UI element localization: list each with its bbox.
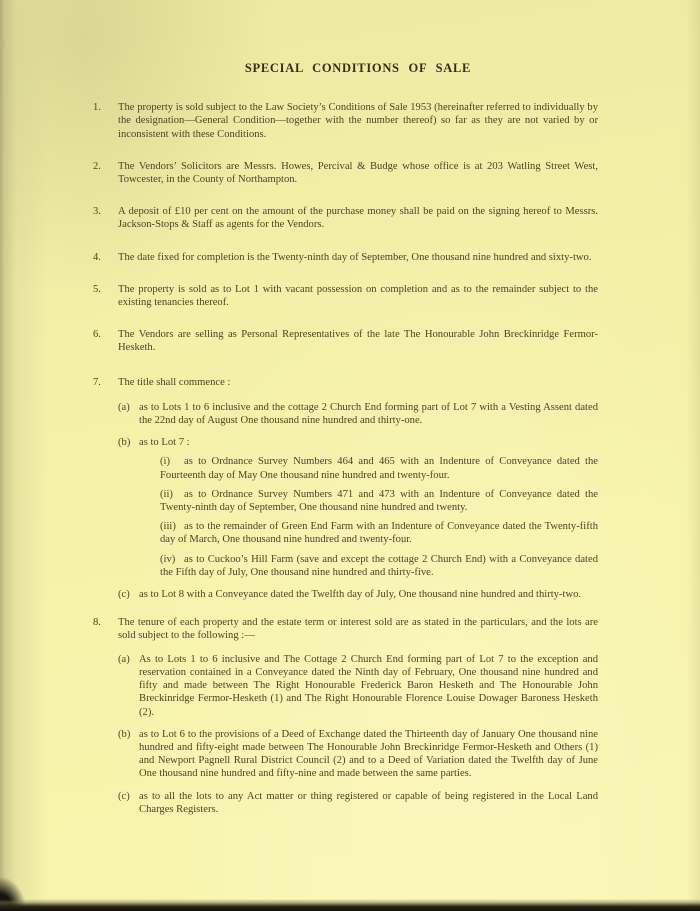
scan-bottom-edge bbox=[0, 899, 700, 911]
subitem-text: as to all the lots to any Act matter or thing registered or capable of being registered in the Local Land Charges Registers. bbox=[139, 790, 598, 815]
condition-number: 5. bbox=[93, 283, 101, 295]
document-content bbox=[93, 62, 598, 816]
condition-item-4 bbox=[93, 251, 598, 264]
roman-text: as to Cuckoo’s Hill Farm (save and except the cottage 2 Church End) with a Conveyance dated the Fifth day of July, One thousand nine hundred and thirty-five. bbox=[160, 553, 598, 578]
subitem-7c bbox=[118, 588, 598, 601]
condition-item-6 bbox=[93, 328, 598, 354]
roman-label: (i) bbox=[160, 456, 170, 468]
condition-text: The Vendors’ Solicitors are Messrs. Howes, Percival & Budge whose office is at 203 Watling Street West, Towcester, in the County of Northampton. bbox=[118, 160, 598, 186]
subitem-7b bbox=[118, 436, 598, 579]
roman-item-i bbox=[160, 455, 598, 481]
condition-item-8 bbox=[93, 616, 598, 816]
subitem-8c bbox=[118, 790, 598, 816]
condition-body bbox=[118, 376, 598, 602]
roman-label: (iv) bbox=[160, 553, 176, 565]
condition-item-3 bbox=[93, 205, 598, 231]
condition-text: The title shall commence : bbox=[118, 376, 231, 388]
condition-number: 7. bbox=[93, 376, 101, 388]
condition-item-1 bbox=[93, 101, 598, 141]
condition-text: The property is sold as to Lot 1 with vacant possession on completion and as to the remainder subject to the existing tenancies thereof. bbox=[118, 283, 598, 309]
subitem-8a bbox=[118, 653, 598, 719]
subitem-text: as to Lots 1 to 6 inclusive and the cottage 2 Church End forming part of Lot 7 with a Vesting Assent dated the 22nd day of August One thousand nine hundred and thirty-one. bbox=[139, 401, 598, 427]
subitem-label: (a) bbox=[118, 401, 130, 413]
roman-text: as to the remainder of Green End Farm with an Indenture of Conveyance dated the Twenty-fifth day of March, One thousand nine hundred and twenty-four. bbox=[160, 521, 598, 546]
subitem-text: As to Lots 1 to 6 inclusive and The Cottage 2 Church End forming part of Lot 7 to the exception and reservation contained in a Conveyance dated the Ninth day of February, One thousand nine hundred and fifty and made between The Right Honourable Frederick Baron Hesketh and The Honourable John Breckinridge Fermor-Hesketh (1) and The Right Honourable Florence Louise Dowager Baroness Hesketh (2). bbox=[139, 653, 598, 718]
roman-text: as to Ordnance Survey Numbers 471 and 473 with an Indenture of Conveyance dated the Twenty-ninth day of September, One thousand nine hundred and twenty. bbox=[160, 488, 598, 514]
condition-text: The Vendors are selling as Personal Representatives of the late The Honourable John Breckinridge Fermor-Hesketh. bbox=[118, 329, 598, 354]
subitem-text: as to Lot 7 : bbox=[139, 437, 190, 449]
condition-number: 4. bbox=[93, 251, 101, 263]
condition-number: 1. bbox=[93, 102, 101, 114]
condition-number: 2. bbox=[93, 160, 101, 172]
condition-item-5 bbox=[93, 283, 598, 309]
subitem-label: (a) bbox=[118, 653, 130, 665]
condition-text: A deposit of £10 per cent on the amount of the purchase money shall be paid on the signing hereof to Messrs. Jackson-Stops & Staff as agents for the Vendors. bbox=[118, 206, 598, 231]
condition-item-7 bbox=[93, 376, 598, 602]
subitem-label: (b) bbox=[118, 437, 131, 449]
condition-number: 3. bbox=[93, 206, 101, 218]
condition-item-2 bbox=[93, 160, 598, 186]
condition-text: The date fixed for completion is the Twenty-ninth day of September, One thousand nine hundred and sixty-two. bbox=[118, 251, 592, 263]
condition-number: 6. bbox=[93, 329, 101, 341]
subitem-body bbox=[139, 436, 598, 449]
roman-item-ii bbox=[160, 488, 598, 514]
subitem-label: (c) bbox=[118, 589, 130, 601]
roman-label: (iii) bbox=[160, 521, 176, 533]
condition-body bbox=[118, 616, 598, 816]
subitem-text: as to Lot 6 to the provisions of a Deed of Exchange dated the Thirteenth day of January One thousand nine hundred and fifty-eight made between The Honourable John Breckinridge Fermor-Hesketh and Others (1) and Newport Pagnell Rural District Council (2) and to a Deed of Variation dated the Twelfth day of June One thousand nine hundred and fifty-nine and made between the same parties. bbox=[139, 728, 598, 780]
subitem-text: as to Lot 8 with a Conveyance dated the Twelfth day of July, One thousand nine hundred and thirty-two. bbox=[139, 589, 582, 601]
subitem-label: (c) bbox=[118, 790, 130, 802]
condition-number: 8. bbox=[93, 617, 101, 629]
condition-text: The property is sold subject to the Law Society’s Conditions of Sale 1953 (hereinafter referred to individually by the designation—General Condition—together with the number thereof) so far as they are not varied by or inconsistent with these Conditions. bbox=[118, 102, 598, 140]
roman-item-iii bbox=[160, 520, 598, 546]
subitem-7a bbox=[118, 401, 598, 427]
roman-text: as to Ordnance Survey Numbers 464 and 465 with an Indenture of Conveyance dated the Fourteenth day of May One thousand nine hundred and twenty-four. bbox=[160, 456, 598, 481]
subitem-label: (b) bbox=[118, 728, 131, 740]
roman-label: (ii) bbox=[160, 488, 173, 500]
subitem-8b bbox=[118, 728, 598, 781]
condition-text: The tenure of each property and the estate term or interest sold are as stated in the particulars, and the lots are sold subject to the following :— bbox=[118, 617, 598, 642]
document-title: SPECIAL CONDITIONS OF SALE bbox=[244, 61, 472, 75]
roman-item-iv bbox=[160, 553, 598, 579]
